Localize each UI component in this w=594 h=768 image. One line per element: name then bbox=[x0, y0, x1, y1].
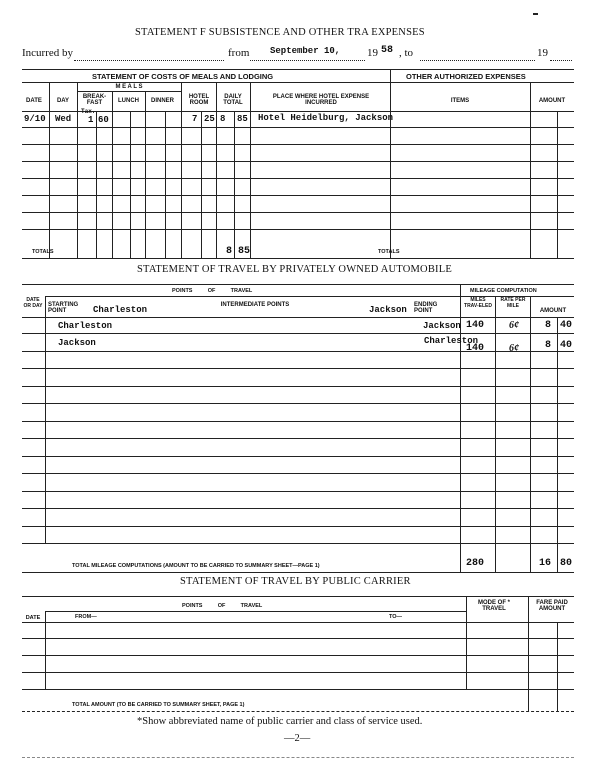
auto-table-bottom bbox=[22, 572, 574, 573]
auto-header-end[interactable]: Jackson bbox=[369, 305, 407, 315]
auto-col-line bbox=[557, 317, 558, 572]
from-label: from bbox=[228, 47, 250, 59]
carrier-row-line bbox=[22, 672, 574, 673]
incurred-by-line bbox=[74, 60, 224, 61]
auto-ending-point-label: ENDING POINT bbox=[414, 302, 438, 314]
meals-col-line bbox=[77, 82, 78, 258]
auto-row-miles[interactable]: 140 bbox=[466, 320, 485, 331]
auto-row-line bbox=[22, 368, 574, 369]
carrier-top-rule bbox=[22, 596, 574, 597]
other-expenses-title: OTHER AUTHORIZED EXPENSES bbox=[406, 72, 526, 81]
auto-col-line bbox=[495, 296, 496, 572]
meals-totals-label: TOTALS bbox=[32, 249, 54, 255]
auto-row-line bbox=[22, 438, 574, 439]
meals-daily-cents[interactable]: 85 bbox=[237, 114, 248, 124]
to-year-line bbox=[550, 60, 572, 61]
auto-total-label: TOTAL MILEAGE COMPUTATIONS (AMOUNT TO BE CARRIED TO SUMMARY SHEET—PAGE 1) bbox=[72, 563, 320, 569]
auto-row-line bbox=[22, 491, 574, 492]
carrier-mode-label: MODE OF * TRAVEL bbox=[477, 600, 510, 612]
auto-row-rate[interactable]: 6¢ bbox=[509, 320, 519, 331]
page-bottom-edge bbox=[22, 757, 574, 758]
auto-mileage-header: MILEAGE COMPUTATION bbox=[470, 288, 537, 294]
meals-col-line bbox=[390, 69, 391, 258]
carrier-subrule bbox=[45, 611, 466, 612]
auto-row-cents[interactable]: 40 bbox=[560, 340, 573, 351]
year-value[interactable]: 58 bbox=[381, 45, 394, 56]
meals-hotel-dollars[interactable]: 7 bbox=[192, 114, 198, 124]
auto-row-line bbox=[22, 386, 574, 387]
meals-hotel-cents[interactable]: 25 bbox=[204, 114, 215, 124]
carrier-col-line bbox=[466, 596, 467, 689]
carrier-row-line bbox=[22, 655, 574, 656]
meals-totals-dollars[interactable]: 8 bbox=[226, 246, 233, 257]
meals-row-line bbox=[22, 144, 574, 145]
to-line bbox=[420, 60, 535, 61]
meals-col-line bbox=[216, 82, 217, 258]
meals-group-header: M E A L S bbox=[115, 84, 143, 90]
auto-row-end[interactable]: Charleston bbox=[424, 336, 479, 346]
meals-col-line bbox=[96, 111, 97, 258]
meals-row-line bbox=[22, 195, 574, 196]
col-lunch-header: LUNCH bbox=[118, 98, 139, 104]
meals-totals-cents[interactable]: 85 bbox=[238, 246, 251, 257]
meals-row-line bbox=[22, 212, 574, 213]
carrier-row-line bbox=[22, 689, 574, 690]
auto-row-line bbox=[22, 403, 574, 404]
col-dinner-header: DINNER bbox=[150, 98, 174, 104]
meals-breakfast-dollars[interactable]: 1 bbox=[88, 115, 94, 125]
to-year: 19 bbox=[537, 47, 548, 59]
auto-top-rule bbox=[22, 284, 574, 285]
auto-row-miles[interactable]: 140 bbox=[466, 343, 485, 354]
incurred-by-label: Incurred by bbox=[22, 47, 74, 59]
col-amount-header: AMOUNT bbox=[538, 98, 566, 104]
meals-row-line bbox=[22, 178, 574, 179]
meals-col-line bbox=[530, 82, 531, 258]
auto-row-start[interactable]: Jackson bbox=[58, 338, 96, 348]
corner-mark bbox=[533, 13, 538, 15]
auto-points-header: POINTS OF TRAVEL bbox=[172, 288, 253, 294]
meals-col-line bbox=[557, 111, 558, 258]
auto-section-title: STATEMENT OF TRAVEL BY PRIVATELY OWNED AUTOMOBILE bbox=[137, 264, 452, 275]
meals-col-line bbox=[112, 91, 113, 258]
col-hotel-header: HOTEL ROOM bbox=[188, 94, 210, 106]
auto-row-rate[interactable]: 6¢ bbox=[509, 343, 519, 354]
meals-mid-rule bbox=[77, 91, 181, 92]
auto-row-start[interactable]: Charleston bbox=[58, 321, 113, 331]
meals-row-line bbox=[22, 161, 574, 162]
meals-header-bottom bbox=[22, 111, 574, 112]
col-breakfast-header: BREAK-FAST bbox=[82, 94, 107, 106]
auto-row-line bbox=[22, 456, 574, 457]
other-totals-label: TOTALS bbox=[378, 249, 400, 255]
carrier-to-label: TO— bbox=[389, 614, 403, 620]
auto-header-start[interactable]: Charleston bbox=[93, 305, 148, 315]
carrier-table-bottom bbox=[22, 711, 574, 712]
auto-date-or-day-header: DATE OR DAY bbox=[23, 297, 43, 309]
auto-row-line bbox=[22, 351, 574, 352]
meals-subrule bbox=[22, 82, 574, 83]
meals-row-day[interactable]: Wed bbox=[55, 114, 72, 124]
meals-daily-dollars[interactable]: 8 bbox=[220, 114, 226, 124]
carrier-date-label: DATE bbox=[25, 615, 41, 621]
carrier-row-line bbox=[22, 638, 574, 639]
auto-total-miles[interactable]: 280 bbox=[466, 558, 485, 569]
meals-col-line bbox=[165, 111, 166, 258]
meals-row-date[interactable]: 9/10 bbox=[24, 114, 46, 124]
meals-section-title: STATEMENT OF COSTS OF MEALS AND LODGING bbox=[92, 72, 274, 81]
meals-col-line bbox=[181, 82, 182, 258]
meals-breakfast-cents[interactable]: 60 bbox=[98, 115, 109, 125]
carrier-total-label: TOTAL AMOUNT (TO BE CARRIED TO SUMMARY SHEET, PAGE 1) bbox=[72, 702, 245, 708]
meals-col-line bbox=[145, 91, 146, 258]
from-line bbox=[250, 60, 365, 61]
auto-row-dollars[interactable]: 8 bbox=[545, 320, 552, 331]
carrier-section-title: STATEMENT OF TRAVEL BY PUBLIC CARRIER bbox=[180, 576, 411, 587]
auto-col-line bbox=[45, 296, 46, 544]
auto-row-end[interactable]: Jackson bbox=[423, 321, 461, 331]
meals-col-line bbox=[250, 82, 251, 258]
meals-row-line bbox=[22, 127, 574, 128]
year-prefix: 19 bbox=[367, 47, 378, 59]
auto-row-line bbox=[22, 421, 574, 422]
auto-row-line bbox=[22, 543, 574, 544]
col-date-header: DATE bbox=[26, 98, 42, 104]
meals-col-line bbox=[234, 111, 235, 258]
auto-row-line bbox=[22, 526, 574, 527]
auto-rate-label: RATE PER MILE bbox=[500, 297, 526, 309]
footer-note: *Show abbreviated name of public carrier and class of service used. bbox=[137, 716, 423, 727]
meals-col-line bbox=[201, 111, 202, 258]
carrier-from-label: FROM— bbox=[75, 614, 97, 620]
meals-col-line bbox=[49, 82, 50, 258]
auto-total-cents[interactable]: 80 bbox=[560, 558, 573, 569]
from-date-value[interactable]: September 10, bbox=[270, 46, 341, 56]
col-items-header: ITEMS bbox=[450, 98, 470, 104]
col-daily-total-header: DAILY TOTAL bbox=[223, 94, 243, 106]
auto-row-line bbox=[22, 333, 574, 334]
auto-row-cents[interactable]: 40 bbox=[560, 320, 573, 331]
auto-row-dollars[interactable]: 8 bbox=[545, 340, 552, 351]
page-number: —2— bbox=[284, 733, 311, 744]
carrier-col-line bbox=[45, 611, 46, 689]
carrier-points-header: POINTS OF TRAVEL bbox=[182, 603, 263, 609]
auto-intermediate-label: INTERMEDIATE POINTS bbox=[220, 302, 290, 308]
meals-table-bottom bbox=[22, 258, 574, 259]
auto-starting-point-label: STARTING POINT bbox=[48, 302, 79, 314]
auto-row-line bbox=[22, 508, 574, 509]
meals-place[interactable]: Hotel Heidelburg, Jackson bbox=[258, 113, 394, 123]
carrier-fare-label: FARE PAID AMOUNT bbox=[536, 600, 568, 612]
carrier-col-line bbox=[528, 596, 529, 711]
meals-col-line bbox=[130, 111, 131, 258]
auto-miles-label: MILES TRAV-ELED bbox=[464, 297, 492, 309]
auto-header-bottom bbox=[22, 317, 574, 318]
col-day-header: DAY bbox=[56, 98, 70, 104]
to-label: , to bbox=[399, 47, 414, 59]
meals-breakfast-note: Tax. bbox=[81, 108, 96, 115]
col-place-header: PLACE WHERE HOTEL EXPENSE INCURRED bbox=[272, 94, 370, 106]
carrier-header-bottom bbox=[22, 622, 574, 623]
meals-top-rule bbox=[22, 69, 574, 70]
carrier-col-line bbox=[557, 622, 558, 711]
auto-amount-label: AMOUNT bbox=[539, 308, 567, 314]
form-title: STATEMENT F SUBSISTENCE AND OTHER TRA EXPENSES bbox=[135, 27, 425, 38]
meals-row-line bbox=[22, 229, 574, 230]
auto-total-dollars[interactable]: 16 bbox=[539, 558, 552, 569]
auto-col-line bbox=[530, 296, 531, 572]
auto-row-line bbox=[22, 473, 574, 474]
